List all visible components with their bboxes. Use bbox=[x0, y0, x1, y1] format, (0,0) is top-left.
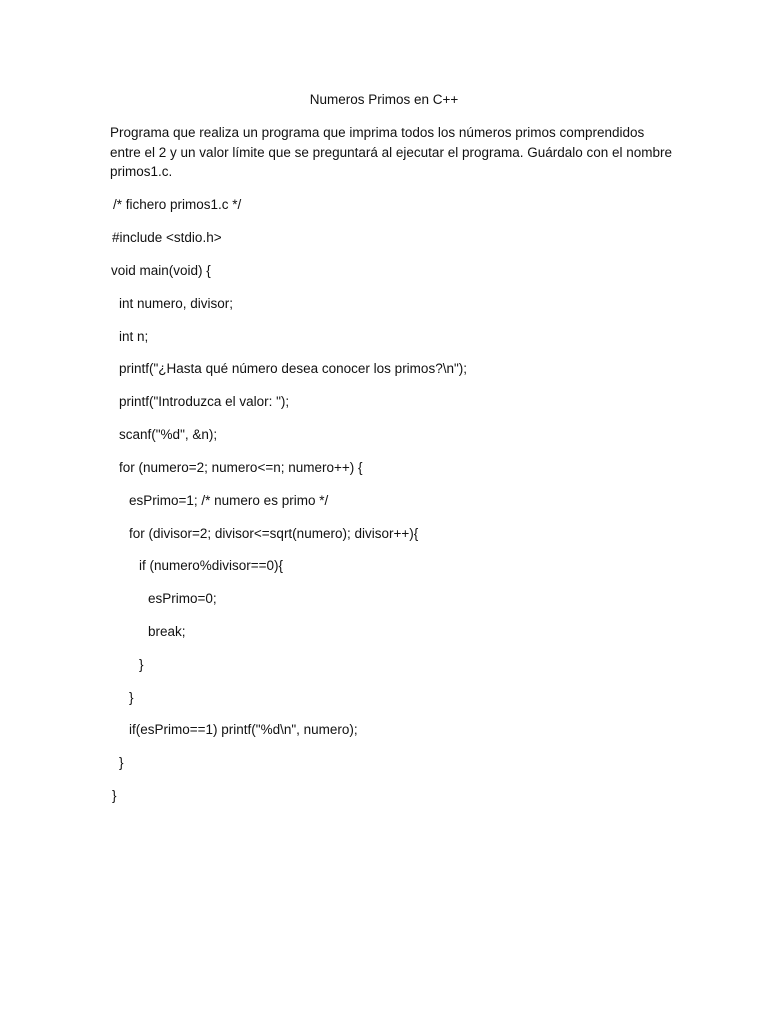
code-line: printf("¿Hasta qué número desea conocer los primos?\n"); bbox=[119, 361, 467, 376]
code-line: for (divisor=2; divisor<=sqrt(numero); divisor++){ bbox=[129, 526, 419, 541]
code-line: scanf("%d", &n); bbox=[119, 427, 218, 442]
code-line: esPrimo=0; bbox=[148, 591, 217, 606]
document-title: Numeros Primos en C++ bbox=[309, 92, 459, 107]
code-line: int numero, divisor; bbox=[119, 296, 234, 311]
code-line: } bbox=[112, 788, 117, 803]
code-line: printf("Introduzca el valor: "); bbox=[119, 394, 290, 409]
code-line: esPrimo=1; /* numero es primo */ bbox=[129, 493, 329, 508]
code-line: for (numero=2; numero<=n; numero++) { bbox=[119, 460, 363, 475]
code-line: #include <stdio.h> bbox=[112, 230, 222, 245]
code-line: void main(void) { bbox=[111, 263, 211, 278]
intro-line: primos1.c. bbox=[110, 164, 173, 179]
code-line: break; bbox=[148, 624, 186, 639]
intro-line: Programa que realiza un programa que imprima todos los números primos comprendidos bbox=[110, 125, 645, 140]
code-line: } bbox=[129, 690, 134, 705]
code-line: if (numero%divisor==0){ bbox=[139, 558, 284, 573]
code-line: } bbox=[139, 657, 144, 672]
intro-line: entre el 2 y un valor límite que se preguntará al ejecutar el programa. Guárdalo con el nombre bbox=[110, 144, 673, 160]
code-line: } bbox=[119, 755, 124, 770]
code-line: /* fichero primos1.c */ bbox=[113, 197, 242, 212]
code-line: if(esPrimo==1) printf("%d\n", numero); bbox=[129, 722, 358, 737]
code-line: int n; bbox=[119, 329, 149, 344]
